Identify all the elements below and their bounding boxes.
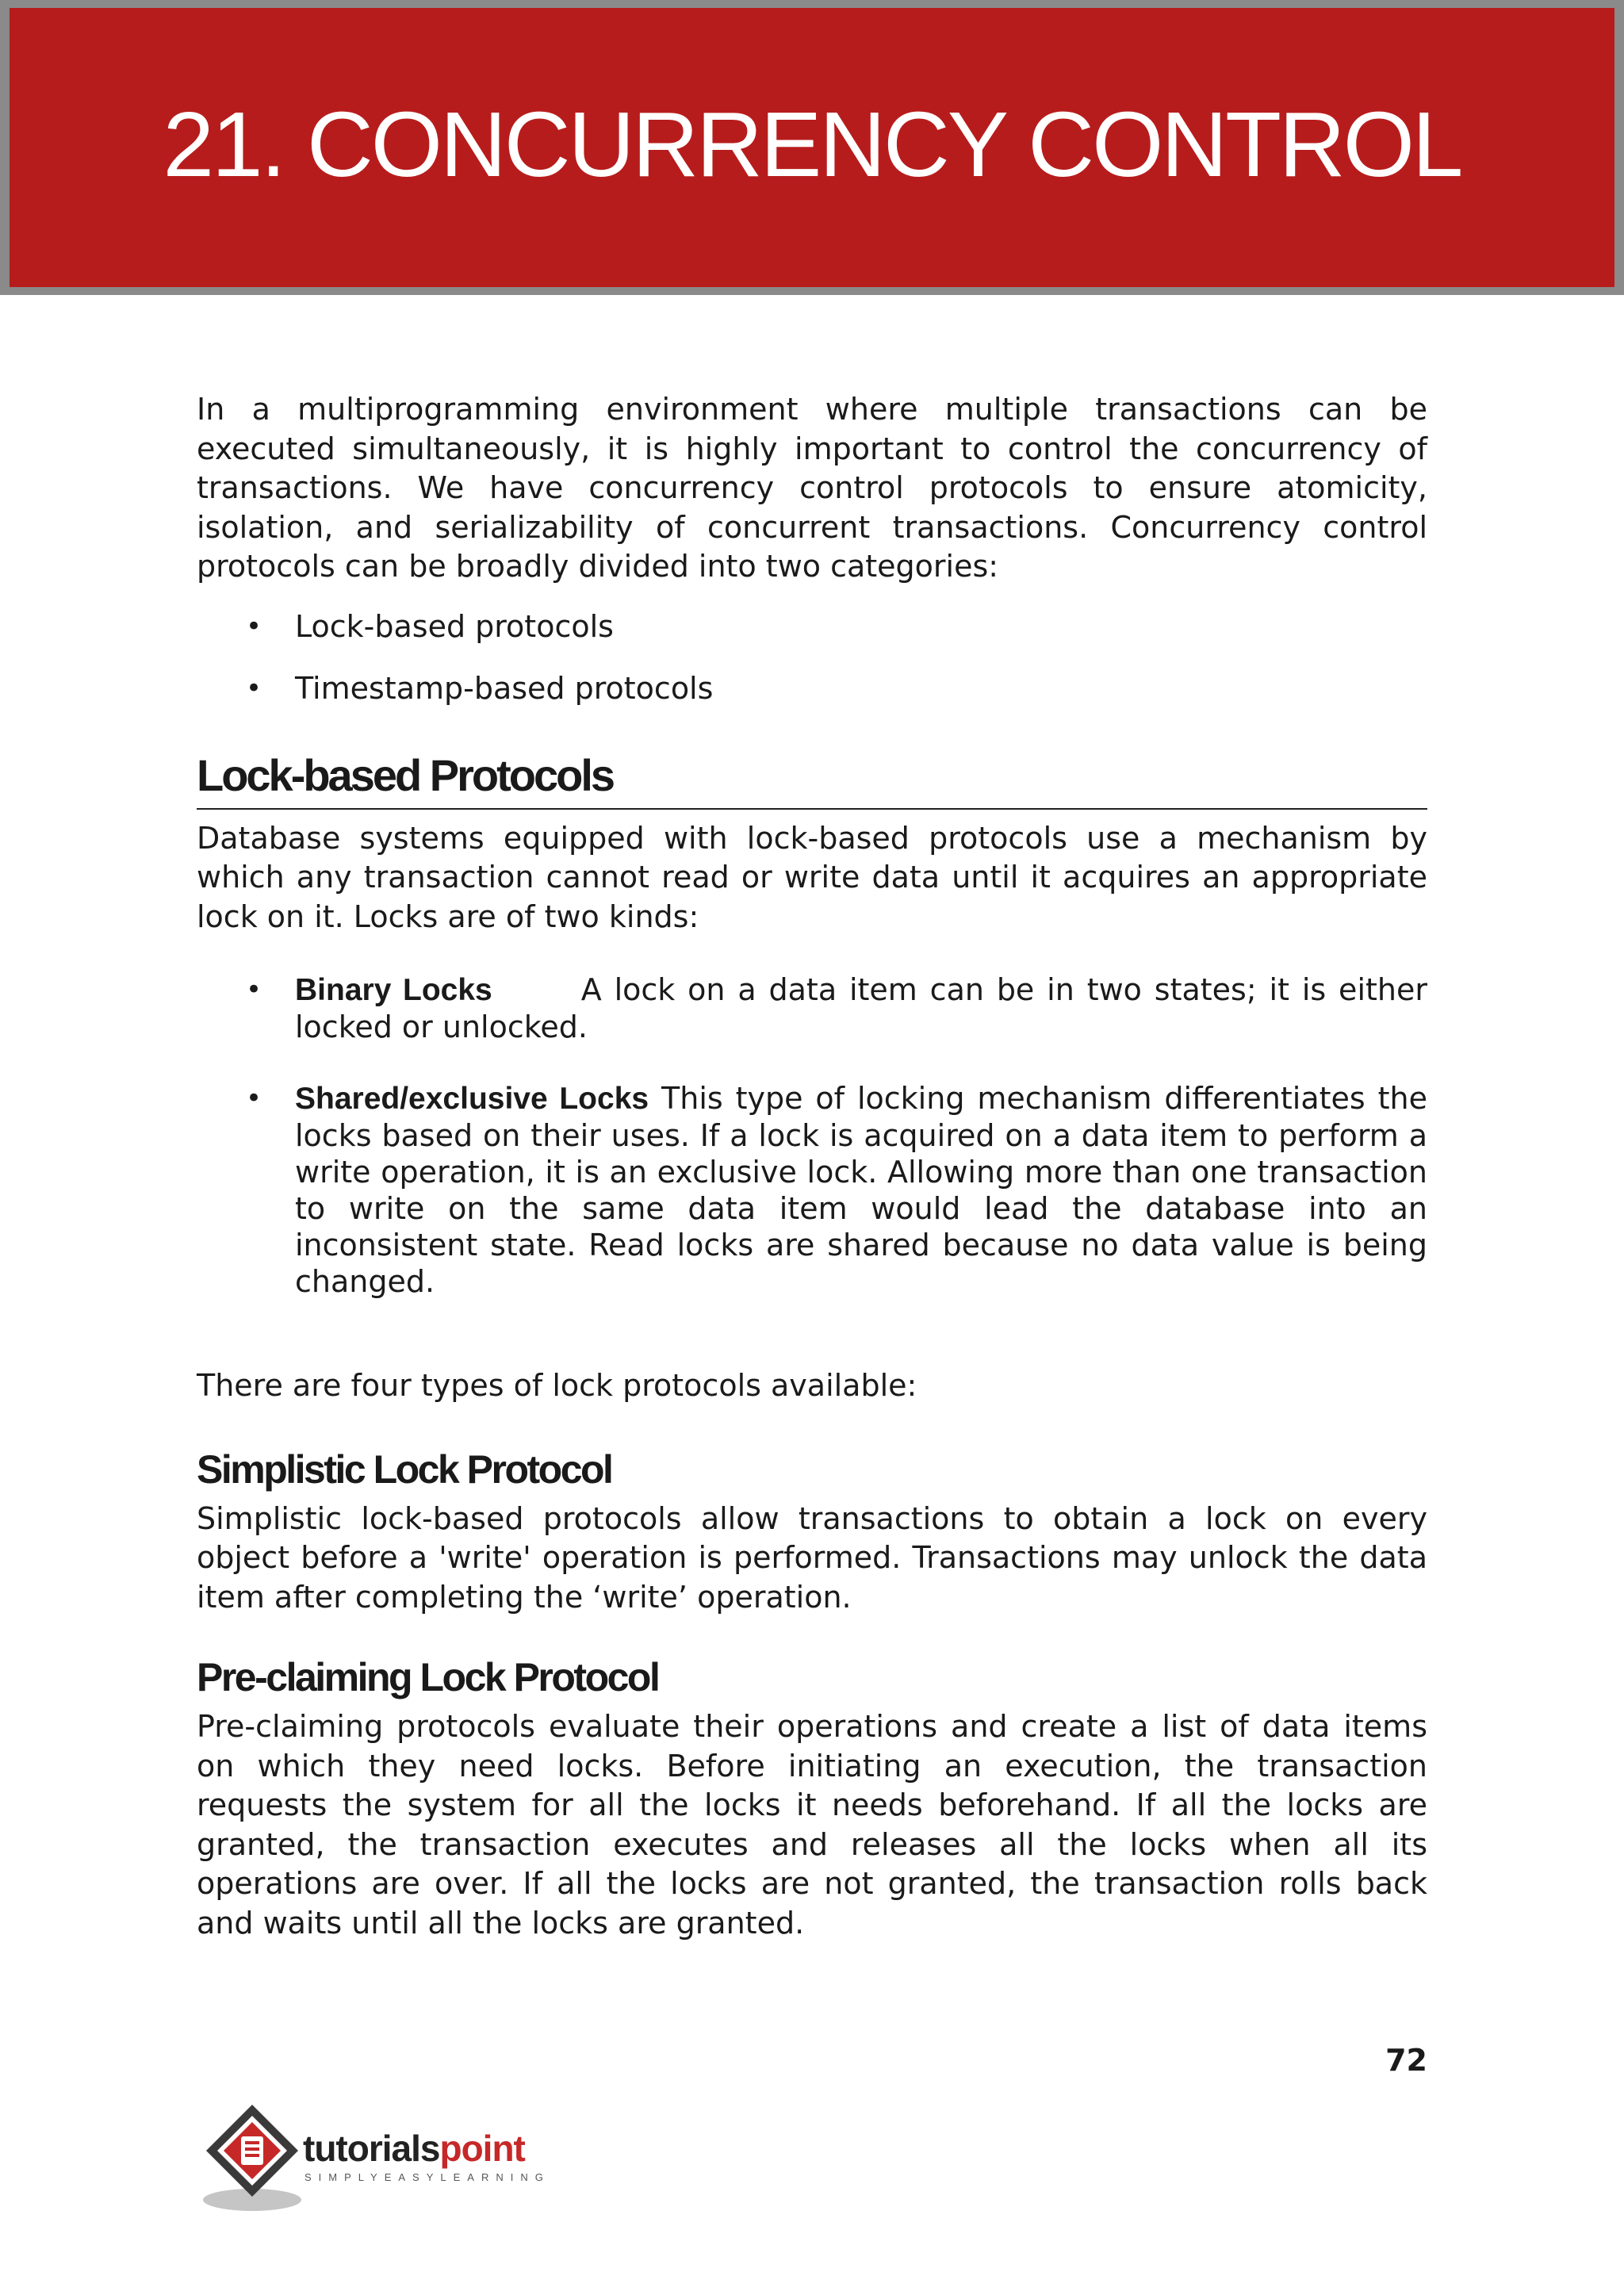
bullet-icon: • (246, 1082, 262, 1114)
page-content (197, 390, 1427, 1943)
intro-paragraph: In a multiprogramming environment where multiple transactions can be executed simultaneously, it is highly important to control the concurrency of transactions. We have concurrency control protocols to ensure atomicity, isolation, and serializability of concurrent transactions. Concurrency control protocols can be broadly divided into two categories: (197, 392, 1427, 584)
preclaiming-paragraph: Pre-claiming protocols evaluate their operations and create a list of data items on which they need locks. Before initiating an execution, the transaction requests the system for all the locks it needs beforehand. If all the locks are granted, the transaction executes and releases all the locks when all its operations are over. If all the locks are not granted, the transaction rolls back and waits until all the locks are granted. (197, 1709, 1427, 1941)
list-item (197, 607, 1427, 646)
subsection-heading-preclaiming: Pre-claiming Lock Protocol (197, 1655, 659, 1699)
simplistic-paragraph: Simplistic lock-based protocols allow transactions to obtain a lock on every object before a 'write' operation is performed. Transactions may unlock the data item after completing the ‘write’ operation. (197, 1500, 1427, 1615)
list-item (197, 669, 1427, 708)
chapter-banner (0, 0, 1624, 295)
list-item (197, 1080, 1427, 1300)
logo-mark-icon (197, 2098, 308, 2217)
term-label: Binary Locks (295, 973, 492, 1007)
lock-based-paragraph: Database systems equipped with lock-based protocols use a mechanism by which any transaction cannot read or write data until it acquires an appropriate lock on it. Locks are of two kinds: (197, 820, 1427, 934)
term-definition: A lock on a data item can be in two states; it is either locked or unlocked. (295, 972, 1427, 1044)
term-definition: This type of locking mechanism differentiates the locks based on their uses. If a lock is acquired on a data item to perform a write operation, it is an exclusive lock. Allowing more than one transaction to write on the same data item would lead the database into an inconsistent state. Read locks are shared because no data value is being changed. (295, 1081, 1427, 1299)
chapter-banner-fill (10, 8, 1614, 287)
logo-tagline: SIMPLYEASYLEARNING (304, 2171, 550, 2183)
tutorialspoint-logo (197, 2098, 577, 2217)
logo-wordmark: tutorialspoint (303, 2128, 525, 2169)
list-item (197, 971, 1427, 1045)
category-label: Lock-based protocols (295, 608, 614, 644)
category-label: Timestamp-based protocols (295, 670, 714, 706)
page-number: 72 (1385, 2043, 1427, 2078)
section-heading-lock-based: Lock-based Protocols (197, 749, 1427, 810)
subsection-heading-simplistic: Simplistic Lock Protocol (197, 1446, 612, 1492)
term-label: Shared/exclusive Locks (295, 1082, 649, 1116)
bullet-icon: • (246, 610, 262, 642)
chapter-title: 21. CONCURRENCY CONTROL (163, 93, 1461, 196)
bullet-icon: • (246, 672, 262, 704)
lock-kinds-list (197, 971, 1427, 1300)
category-list (197, 607, 1427, 708)
lock-types-intro: There are four types of lock protocols available: (197, 1368, 917, 1403)
bullet-icon: • (246, 974, 262, 1006)
